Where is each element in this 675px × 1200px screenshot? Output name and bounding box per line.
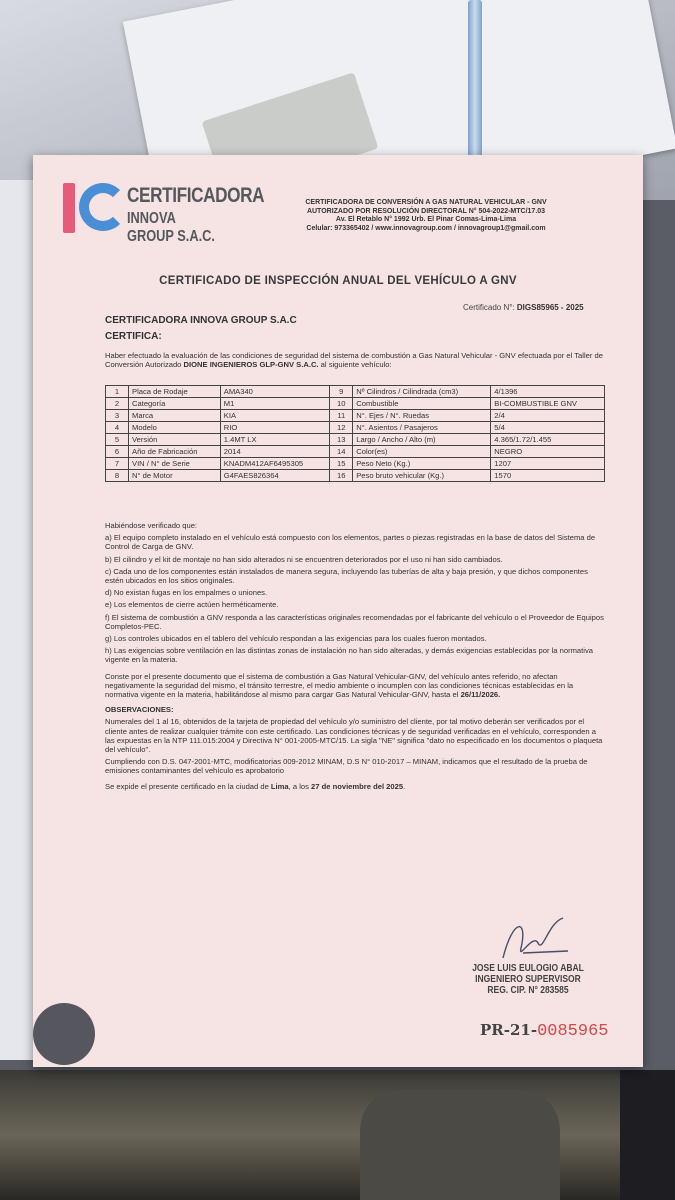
verification-item: g) Los controles ubicados en el tablero del vehículo respondan a las exigencias para los cuales fueron montados. bbox=[105, 634, 487, 644]
observations-heading: OBSERVACIONES: bbox=[105, 705, 174, 715]
vehicle-table-cell: KNADM412AF6495305 bbox=[220, 458, 329, 470]
verification-item: h) Las exigencias sobre ventilación en las distintas zonas de instalación no han sido alteradas, y demás exigencias establecidas por la normativa vigente en la materia. bbox=[105, 646, 593, 665]
verification-item: a) El equipo completo instalado en el vehículo está compuesto con los elementos, partes o piezas registradas en la base de datos del Sistema de Control de Carga de GNV. bbox=[105, 533, 596, 552]
vehicle-table-cell: 13 bbox=[330, 434, 353, 446]
vehicle-table-cell: Categoría bbox=[129, 398, 221, 410]
logo-i-mark bbox=[63, 183, 75, 233]
header-info-line4: Celular: 973365402 / www.innovagroup.com / innovagroup1@gmail.com bbox=[306, 224, 546, 232]
vehicle-table-cell: Combustible bbox=[353, 398, 491, 410]
vehicle-table-cell: 8 bbox=[106, 470, 129, 482]
logo-text-line1: CERTIFICADORA bbox=[127, 184, 265, 207]
dark-object bbox=[620, 1070, 675, 1200]
valid-until-date: 26/11/2026. bbox=[460, 690, 501, 700]
vehicle-table-cell: 6 bbox=[106, 446, 129, 458]
vehicle-table-cell: Color(es) bbox=[353, 446, 491, 458]
vehicle-table-cell: Marca bbox=[129, 410, 221, 422]
intro-tail: al siguiente vehículo: bbox=[320, 360, 392, 369]
vehicle-table-row bbox=[106, 458, 605, 470]
vehicle-table-cell: 1207 bbox=[491, 458, 605, 470]
vehicle-table-cell: VIN / N° de Serie bbox=[129, 458, 221, 470]
vehicle-table-cell: Peso bruto vehicular (Kg.) bbox=[353, 470, 491, 482]
certificate-body bbox=[105, 521, 605, 794]
vehicle-table-cell: 5/4 bbox=[491, 422, 605, 434]
vehicle-table-cell: N°. Asientos / Pasajeros bbox=[353, 422, 491, 434]
certificate-document bbox=[33, 155, 643, 1067]
signer-role: INGENIERO SUPERVISOR bbox=[475, 974, 581, 985]
vehicle-table-cell: Largo / Ancho / Alto (m) bbox=[353, 434, 491, 446]
issued-text: Se expide el presente certificado en la ciudad de bbox=[105, 781, 269, 791]
vehicle-table-cell: 1.4MT LX bbox=[220, 434, 329, 446]
vehicle-table-row bbox=[106, 470, 605, 482]
vehicle-table-cell: 14 bbox=[330, 446, 353, 458]
signer-block bbox=[464, 963, 592, 996]
vehicle-table-cell: Nº Cilindros / Cilindrada (cm3) bbox=[353, 386, 491, 398]
vehicle-table-cell: Peso Neto (Kg.) bbox=[353, 458, 491, 470]
signer-registration: REG. CIP. N° 283585 bbox=[487, 985, 569, 996]
verification-list bbox=[105, 533, 605, 664]
header-info-line3: Av. El Retablo N° 1992 Urb. El Pinar Comas-Lima-Lima bbox=[335, 216, 517, 223]
vehicle-table-row bbox=[106, 398, 605, 410]
workshop-name: DIONE INGENIEROS GLP-GNV S.A.C. bbox=[183, 360, 319, 369]
vehicle-table-cell: M1 bbox=[220, 398, 329, 410]
conste-text: Conste por el presente documento que el sistema de combustión a Gas Natural Vehicular-GNV, del vehículo antes referido, no afectan negativamente la seguridad del mismo, el tránsito terrestre, el medio ambiente o incumplen con las condiciones técnicas establecidas en la normativa vigente en la materia, habilitándose al mismo para cargar Gas Natural Vehicular-GNV, hasta el bbox=[105, 671, 574, 700]
serial-prefix: PR-21- bbox=[480, 1021, 538, 1039]
header-info bbox=[271, 199, 581, 233]
signature bbox=[493, 913, 573, 968]
issued-text-mid: , a los bbox=[288, 781, 309, 791]
vehicle-table-cell: N°. Ejes / N°. Ruedas bbox=[353, 410, 491, 422]
vehicle-table-cell: NEGRO bbox=[491, 446, 605, 458]
verified-intro: Habiéndose verificado que: bbox=[105, 521, 198, 530]
issued-date: 27 de noviembre del 2025 bbox=[311, 781, 404, 791]
vehicle-table-row bbox=[106, 434, 605, 446]
verification-item: d) No existan fugas en los empalmes o uniones. bbox=[105, 588, 268, 598]
company-name: CERTIFICADORA INNOVA GROUP S.A.C bbox=[105, 315, 297, 326]
intro-paragraph bbox=[105, 351, 605, 369]
vehicle-table-cell: Año de Fabricación bbox=[129, 446, 221, 458]
serial-number bbox=[480, 1021, 609, 1041]
verification-item: b) El cilindro y el kit de montaje no han sido alterados ni se encuentren deteriorados por el uso ni han sido cambiados. bbox=[105, 554, 503, 564]
observation-1: Numerales del 1 al 16, obtenidos de la tarjeta de propiedad del vehículo y/o suministro del cliente, por tal motivo deberán ser verificados por el cliente antes de realizar cualquier trámite con este certificado. Las condiciones técnicas y de seguridad verificadas en el vehículo, corresponden a las expuestas en la NTP 111.015:2004 y Directiva N° 001-2005-MTC/15. La sigla "NE" significa "dato no especificado en los documentos o plaqueta del vehículo". bbox=[105, 717, 603, 755]
vehicle-table-cell: 1570 bbox=[491, 470, 605, 482]
certificate-number bbox=[463, 303, 584, 312]
vehicle-table-cell: 7 bbox=[106, 458, 129, 470]
vehicle-table-cell: 5 bbox=[106, 434, 129, 446]
header-info-line1: CERTIFICADORA DE CONVERSIÓN A GAS NATURAL VEHICULAR - GNV bbox=[305, 199, 547, 206]
signer-name: JOSE LUIS EULOGIO ABAL bbox=[472, 963, 584, 974]
company-logo bbox=[63, 180, 265, 245]
vehicle-table-cell: G4FAES826364 bbox=[220, 470, 329, 482]
pen bbox=[468, 0, 482, 175]
intro-text: Haber efectuado la evaluación de las condiciones de seguridad del sistema de combustión a Gas Natural Vehicular - GNV efectuada por el Taller de Conversión Autorizado bbox=[105, 351, 603, 369]
certificate-number-value: DIGS85965 - 2025 bbox=[516, 303, 584, 312]
header-info-line2: AUTORIZADO POR RESOLUCIÓN DIRECTORAL N° 504-2022-MTC/17.03 bbox=[306, 207, 546, 215]
floor bbox=[0, 1070, 675, 1200]
vehicle-table-cell: 2 bbox=[106, 398, 129, 410]
vehicle-table-cell: Modelo bbox=[129, 422, 221, 434]
vehicle-table-row bbox=[106, 386, 605, 398]
vehicle-table-cell: 11 bbox=[330, 410, 353, 422]
vehicle-table-cell: AMA340 bbox=[220, 386, 329, 398]
vehicle-table-row bbox=[106, 422, 605, 434]
observation-2: Cumpliendo con D.S. 047-2001-MTC, modificatorias 009-2012 MINAM, D.S N° 010-2017 – MINAM, indicamos que el resultado de la prueba de emisiones contaminantes del vehículo es aprobatorio bbox=[105, 757, 588, 776]
verification-item: e) Los elementos de cierre actúen herméticamente. bbox=[105, 600, 279, 610]
shoe bbox=[360, 1090, 560, 1200]
vehicle-table-cell: BI-COMBUSTIBLE GNV bbox=[491, 398, 605, 410]
vehicle-table-cell: 3 bbox=[106, 410, 129, 422]
vehicle-table-cell: Versión bbox=[129, 434, 221, 446]
vehicle-table-cell: 10 bbox=[330, 398, 353, 410]
vehicle-table-cell: N° de Motor bbox=[129, 470, 221, 482]
punch-hole bbox=[33, 1003, 95, 1065]
vehicle-table-cell: 4 bbox=[106, 422, 129, 434]
vehicle-table-cell: 1 bbox=[106, 386, 129, 398]
vehicle-table-cell: 2014 bbox=[220, 446, 329, 458]
certificate-number-label: Certificado N°: bbox=[463, 303, 515, 312]
verification-item: f) El sistema de combustión a GNV responda a las características originales recomendadas por el fabricante del vehículo o el Proveedor de Equipos Completos-PEC. bbox=[105, 612, 604, 631]
issued-paragraph: Se expide el presente certificado en la ciudad de Lima, a los 27 de noviembre del 2025. bbox=[105, 781, 406, 791]
vehicle-table-cell: 16 bbox=[330, 470, 353, 482]
vehicle-table-row bbox=[106, 410, 605, 422]
vehicle-table-cell: 4/1396 bbox=[491, 386, 605, 398]
verification-item: c) Cada uno de los componentes están instalados de manera segura, incluyendo las tuberías de alta y baja presión, y que dichos componentes estén ubicados en los sitios originales. bbox=[105, 566, 588, 586]
issued-city: Lima bbox=[270, 781, 289, 791]
vehicle-table-cell: 9 bbox=[330, 386, 353, 398]
logo-c-mark bbox=[79, 183, 127, 231]
vehicle-table-cell: 2/4 bbox=[491, 410, 605, 422]
vehicle-table-cell: RIO bbox=[220, 422, 329, 434]
vehicle-table-cell: KIA bbox=[220, 410, 329, 422]
vehicle-table-cell: 12 bbox=[330, 422, 353, 434]
conste-paragraph bbox=[105, 672, 605, 700]
vehicle-table-cell: Placa de Rodaje bbox=[129, 386, 221, 398]
certifica-heading: CERTIFICA: bbox=[105, 331, 162, 342]
vehicle-table-cell: 4.365/1.72/1.455 bbox=[491, 434, 605, 446]
logo-text-line2: INNOVA GROUP S.A.C. bbox=[127, 210, 215, 245]
vehicle-table bbox=[105, 385, 605, 482]
vehicle-table-row bbox=[106, 446, 605, 458]
document-title: CERTIFICADO DE INSPECCIÓN ANUAL DEL VEHÍCULO A GNV bbox=[159, 275, 517, 287]
serial-value: 0085965 bbox=[537, 1022, 609, 1041]
vehicle-table-cell: 15 bbox=[330, 458, 353, 470]
